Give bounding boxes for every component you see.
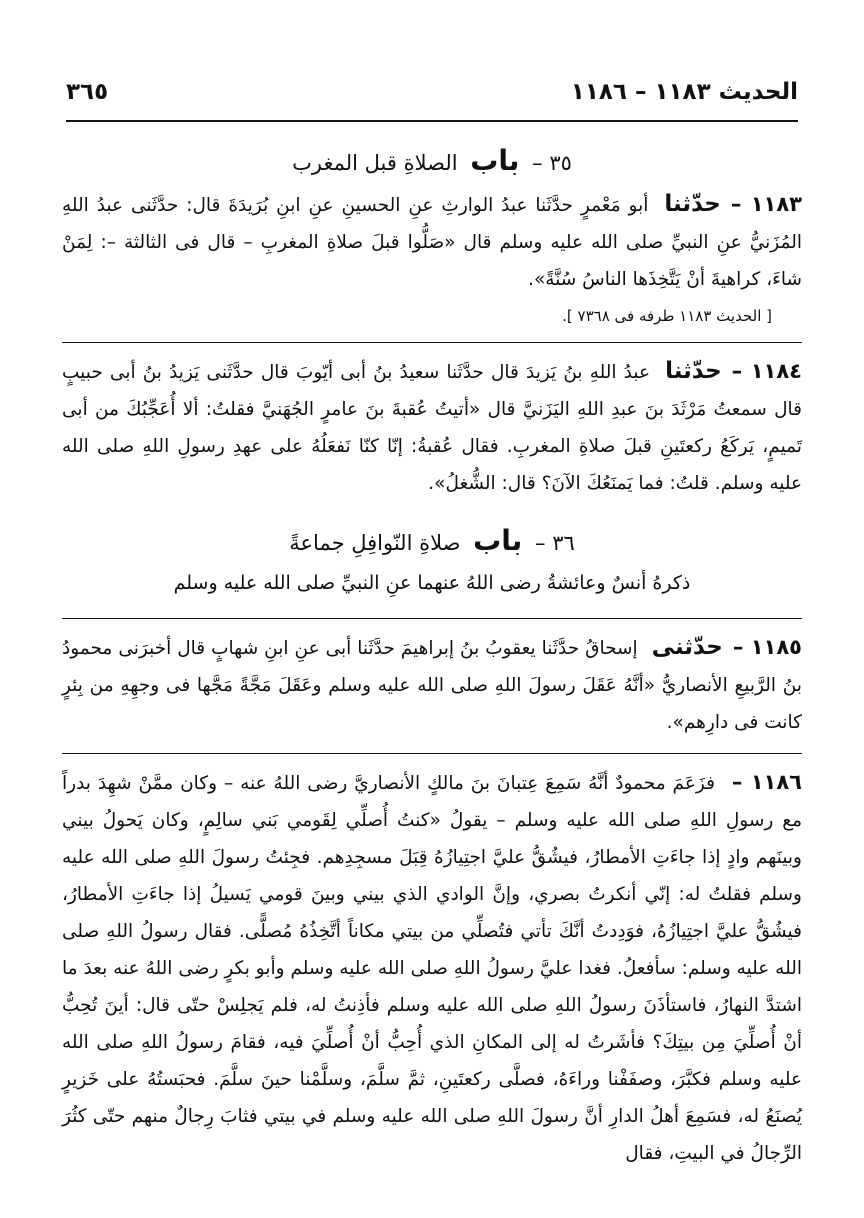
section-number: ٣٦ – — [535, 531, 575, 555]
page-body — [62, 140, 802, 1176]
divider — [62, 618, 802, 619]
hadith-text: عبدُ اللهِ بنُ يَزيدَ قال حدَّثَنا سعيدُ بنُ أبى أيّوبَ قال حدَّثَنى يَزيدُ بنُ أبى حبيبٍ قال سمعتُ مَرْثَدَ بنَ عبدِ اللهِ اليَزَنيَّ قال «أتيتُ عُقبةَ بنَ عامرٍ الجُهَنيَّ فقلتُ: ألا أُعَجِّبُكَ من أبى تَميمٍ، يَركَعُ ركعتَينِ قبلَ صلاةِ المغربِ. فقال عُقبةُ: إنّا كنّا نَفعَلُهُ على عهدِ رسولِ اللهِ صلى الله عليه وسلم. قلتُ: فما يَمنَعُكَ الآنَ؟ قال: الشُّغلُ». — [62, 362, 802, 494]
hadith-text: أبو مَعْمرٍ حدَّثَنا عبدُ الوارثِ عنِ الحسينِ عنِ ابنِ بُرَيدَةَ قال: حدَّثَنى عبدُ اللهِ المُزَنيُّ عنِ النبيِّ صلى الله عليه وسلم قال «صَلُّوا قبلَ صلاةِ المغربِ – قال فى الثالثة –: لِمَنْ شاءَ، كراهيةَ أنْ يَتَّخِذَها الناسُ سُنَّةً». — [62, 195, 802, 290]
cross-reference-note: [ الحديث ١١٨٣ طرفه فى ٧٣٦٨ ]. — [562, 307, 772, 325]
hadith-opener: حدّثنا — [665, 358, 722, 384]
hadith-1186 — [62, 764, 802, 1172]
hadith-number: ١١٨٦ – — [731, 770, 802, 794]
divider — [62, 342, 802, 343]
section-subtitle: ذكرهُ أنسٌ وعائشةُ رضى اللهُ عنهما عنِ النبيِّ صلى الله عليه وسلم — [173, 572, 691, 594]
page-number: ٣٦٥ — [66, 79, 109, 105]
hadith-1185 — [62, 629, 802, 741]
hadith-text: إسحاقُ حدَّثَنا يعقوبُ بنُ إبراهيمَ حدَّثَنا أبى عنِ ابنِ شهابٍ قال أخبرَنى محمودُ بنُ الرَّبيعِ الأنصاريُّ «أنَّهُ عَقَلَ رسولَ اللهِ صلى الله عليه وسلم وعَقَلَ مَجَّةً مَجَّها فى وجهِهِ من بِئرٍ كانت فى دارِهم». — [62, 638, 802, 733]
hadith-number: ١١٨٣ – — [730, 192, 803, 216]
section-heading-35 — [62, 144, 802, 180]
hadith-1183 — [62, 186, 802, 298]
divider — [62, 753, 802, 754]
bab-label: باب — [473, 524, 523, 557]
hadith-1184 — [62, 353, 802, 502]
hadith-opener: حدّثنا — [664, 191, 721, 217]
section-number: ٣٥ – — [532, 151, 572, 175]
hadith-text: فزَعَمَ محمودٌ أنَّهُ سَمِعَ عِتبانَ بنَ مالكٍ الأنصاريَّ رضى اللهُ عنه – وكان ممَّنْ شهِدَ بدراً مع رسولِ اللهِ صلى الله عليه وسلم – يقولُ «كنتُ أُصلِّي لِقَومي بَني سالِمٍ، وكان يَحولُ بيني وبينَهم وادٍ إذا جاءَتِ الأمطارُ، فيشُقُّ عليَّ اجتِيازُهُ قِبَلَ مسجِدِهم. فجِئتُ رسولَ اللهِ صلى الله عليه وسلم فقلتُ له: إنّي أنكرتُ بصري، وإنَّ الوادي الذي بيني وبينَ قومي يَسيلُ إذا جاءَتِ الأمطارُ، فيشُقُّ عليَّ اجتِيازُهُ، فوَدِدتُ أنَّكَ تأتي فتُصلِّي من بيتي مكاناً أتَّخِذُهُ مُصلًّى. فقال رسولُ اللهِ صلى الله عليه وسلم: سأفعلُ. فغدا عليَّ رسولُ اللهِ صلى الله عليه وسلم وأبو بكرٍ رضى اللهُ عنه بعدَ ما اشتدَّ النهارُ، فاستأذَنَ رسولُ اللهِ صلى الله عليه وسلم فأذِنتُ له، فلم يَجلِسْ حتّى قال: أينَ تُحِبُّ أنْ أُصلِّيَ مِن بيتِكَ؟ فأشَرتُ له إلى المكانِ الذي أُحِبُّ أنْ أُصلِّيَ فيه، فقامَ رسولُ اللهِ صلى الله عليه وسلم فكبَّرَ، وصفَفْنا وراءَهُ، فصلَّى ركعتَينِ، ثمَّ سلَّمَ، وسلَّمْنا حينَ سلَّمَ. فحبَستُهُ على خَزيرٍ يُصنَعُ له، فسَمِعَ أهلُ الدارِ أنَّ رسولَ اللهِ صلى الله عليه وسلم في بيتي فثابَ رِجالٌ منهم حتّى كثُرَ الرِّجالُ في البيتِ، فقال — [62, 773, 802, 1164]
running-title: الحديث ١١٨٣ – ١١٨٦ — [570, 79, 798, 105]
section-heading-36 — [62, 524, 802, 560]
hadith-opener: حدّثنى — [651, 634, 723, 660]
page-header — [66, 70, 798, 114]
hadith-number: ١١٨٥ – — [732, 635, 803, 659]
hadith-number: ١١٨٤ – — [731, 359, 803, 383]
header-rule — [66, 120, 798, 122]
section-title: الصلاةِ قبل المغرب — [292, 151, 458, 175]
section-title: صلاةِ النّوافِلِ جماعةً — [289, 531, 461, 555]
bab-label: باب — [470, 144, 520, 177]
